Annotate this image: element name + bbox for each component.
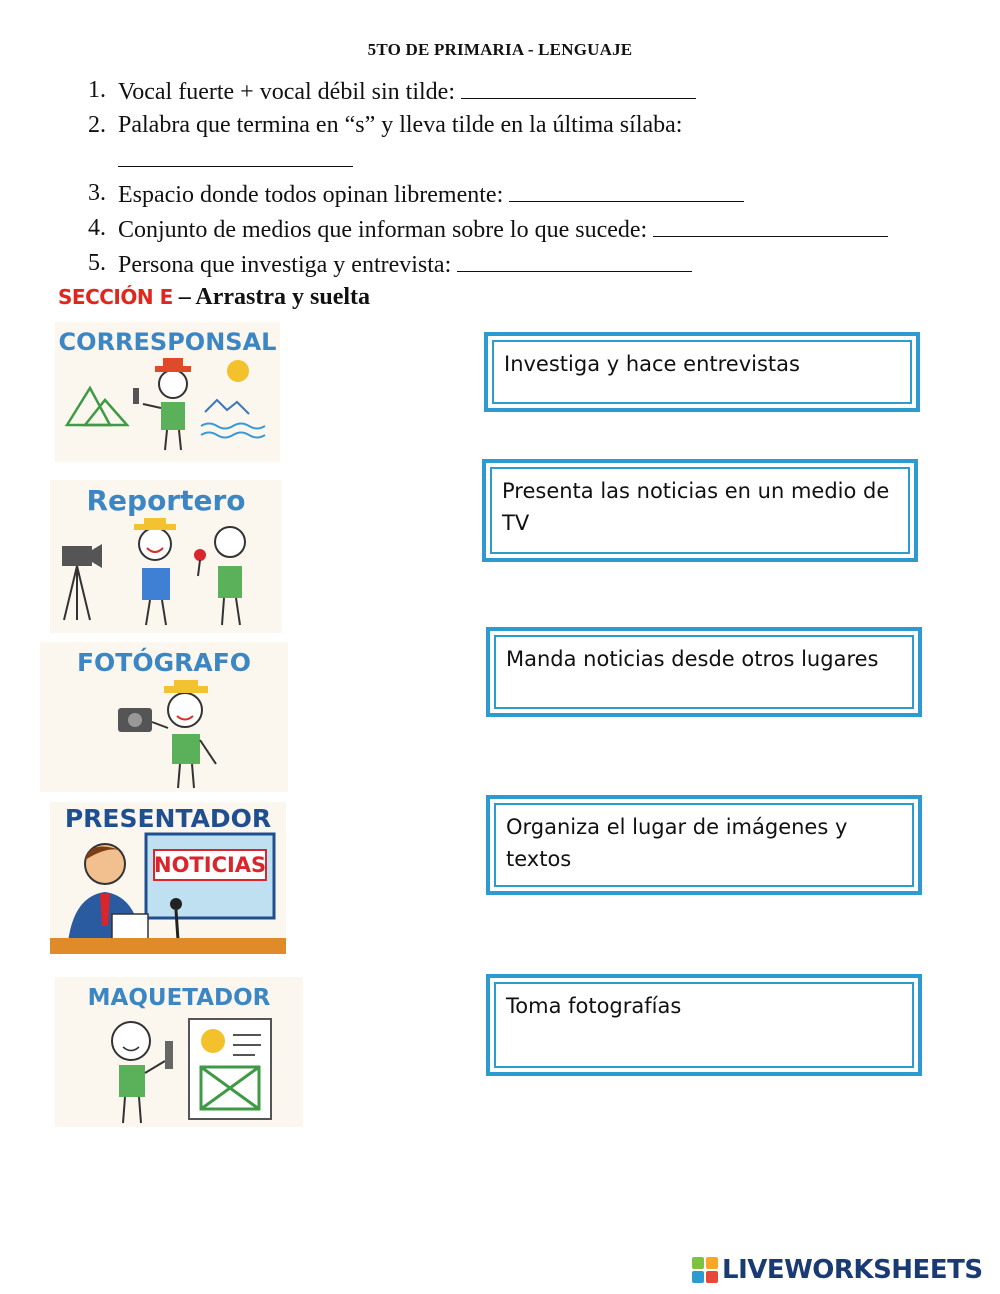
- drop-zone-text: Presenta las noticias en un medio de TV: [502, 479, 890, 535]
- section-heading: [58, 284, 370, 311]
- card-presentador[interactable]: [50, 802, 286, 954]
- question-list: [88, 74, 968, 282]
- question-item: 1. Vocal fuerte + vocal débil sin tilde:: [88, 74, 968, 109]
- question-text: Espacio donde todos opinan libremente:: [118, 182, 504, 208]
- drop-zone[interactable]: [486, 627, 922, 717]
- drop-zone[interactable]: [486, 974, 922, 1076]
- card-reportero[interactable]: [50, 480, 282, 633]
- card-fotografo[interactable]: [40, 642, 288, 792]
- card-title: MAQUETADOR: [87, 985, 271, 1011]
- question-text: Vocal fuerte + vocal débil sin tilde:: [118, 79, 455, 105]
- card-maquetador[interactable]: [55, 977, 303, 1127]
- answer-blank[interactable]: [118, 142, 353, 167]
- question-item: 5. Persona que investiga y entrevista:: [88, 247, 968, 282]
- answer-blank[interactable]: [461, 74, 696, 99]
- answer-blank[interactable]: [457, 247, 692, 272]
- answer-blank[interactable]: [653, 212, 888, 237]
- question-item: 2. Palabra que termina en “s” y lleva tilde en la última sílaba:: [88, 109, 968, 177]
- news-sign: NOTICIAS: [154, 853, 267, 877]
- question-text: Palabra que termina en “s” y lleva tilde en la última sílaba:: [118, 112, 683, 138]
- drop-zone[interactable]: [484, 332, 920, 412]
- card-title: Reportero: [86, 484, 246, 517]
- liveworksheets-logo-icon: [692, 1257, 718, 1283]
- layout-designer-illustration: [55, 977, 303, 1127]
- drop-zone-text: Manda noticias desde otros lugares: [506, 647, 879, 671]
- drop-zone-text: Organiza el lugar de imágenes y textos: [506, 815, 848, 871]
- question-item: 3. Espacio donde todos opinan libremente:: [88, 177, 968, 212]
- page-header: 5TO DE PRIMARIA - LENGUAJE: [367, 40, 633, 59]
- question-text: Conjunto de medios que informan sobre lo que sucede:: [118, 217, 648, 243]
- drop-zone-text: Toma fotografías: [506, 994, 682, 1018]
- brand-name: LIVEWORKSHEETS: [722, 1255, 983, 1285]
- card-title: CORRESPONSAL: [58, 328, 277, 356]
- card-title: PRESENTADOR: [64, 804, 272, 833]
- card-title: FOTÓGRAFO: [76, 648, 252, 677]
- question-item: 4. Conjunto de medios que informan sobre lo que sucede:: [88, 212, 968, 247]
- presenter-illustration: [50, 802, 286, 954]
- card-corresponsal[interactable]: [55, 322, 280, 462]
- correspondent-illustration: [55, 322, 280, 462]
- liveworksheets-logo: [692, 1253, 983, 1287]
- drop-zone[interactable]: [482, 459, 918, 562]
- section-title: – Arrastra y suelta: [178, 284, 371, 310]
- question-text: Persona que investiga y entrevista:: [118, 252, 452, 278]
- section-label: SECCIÓN E: [58, 285, 173, 309]
- answer-blank[interactable]: [509, 177, 744, 202]
- reporter-illustration: [50, 480, 282, 633]
- photographer-illustration: [40, 642, 288, 792]
- drop-zone-text: Investiga y hace entrevistas: [504, 352, 800, 376]
- drop-zone[interactable]: [486, 795, 922, 895]
